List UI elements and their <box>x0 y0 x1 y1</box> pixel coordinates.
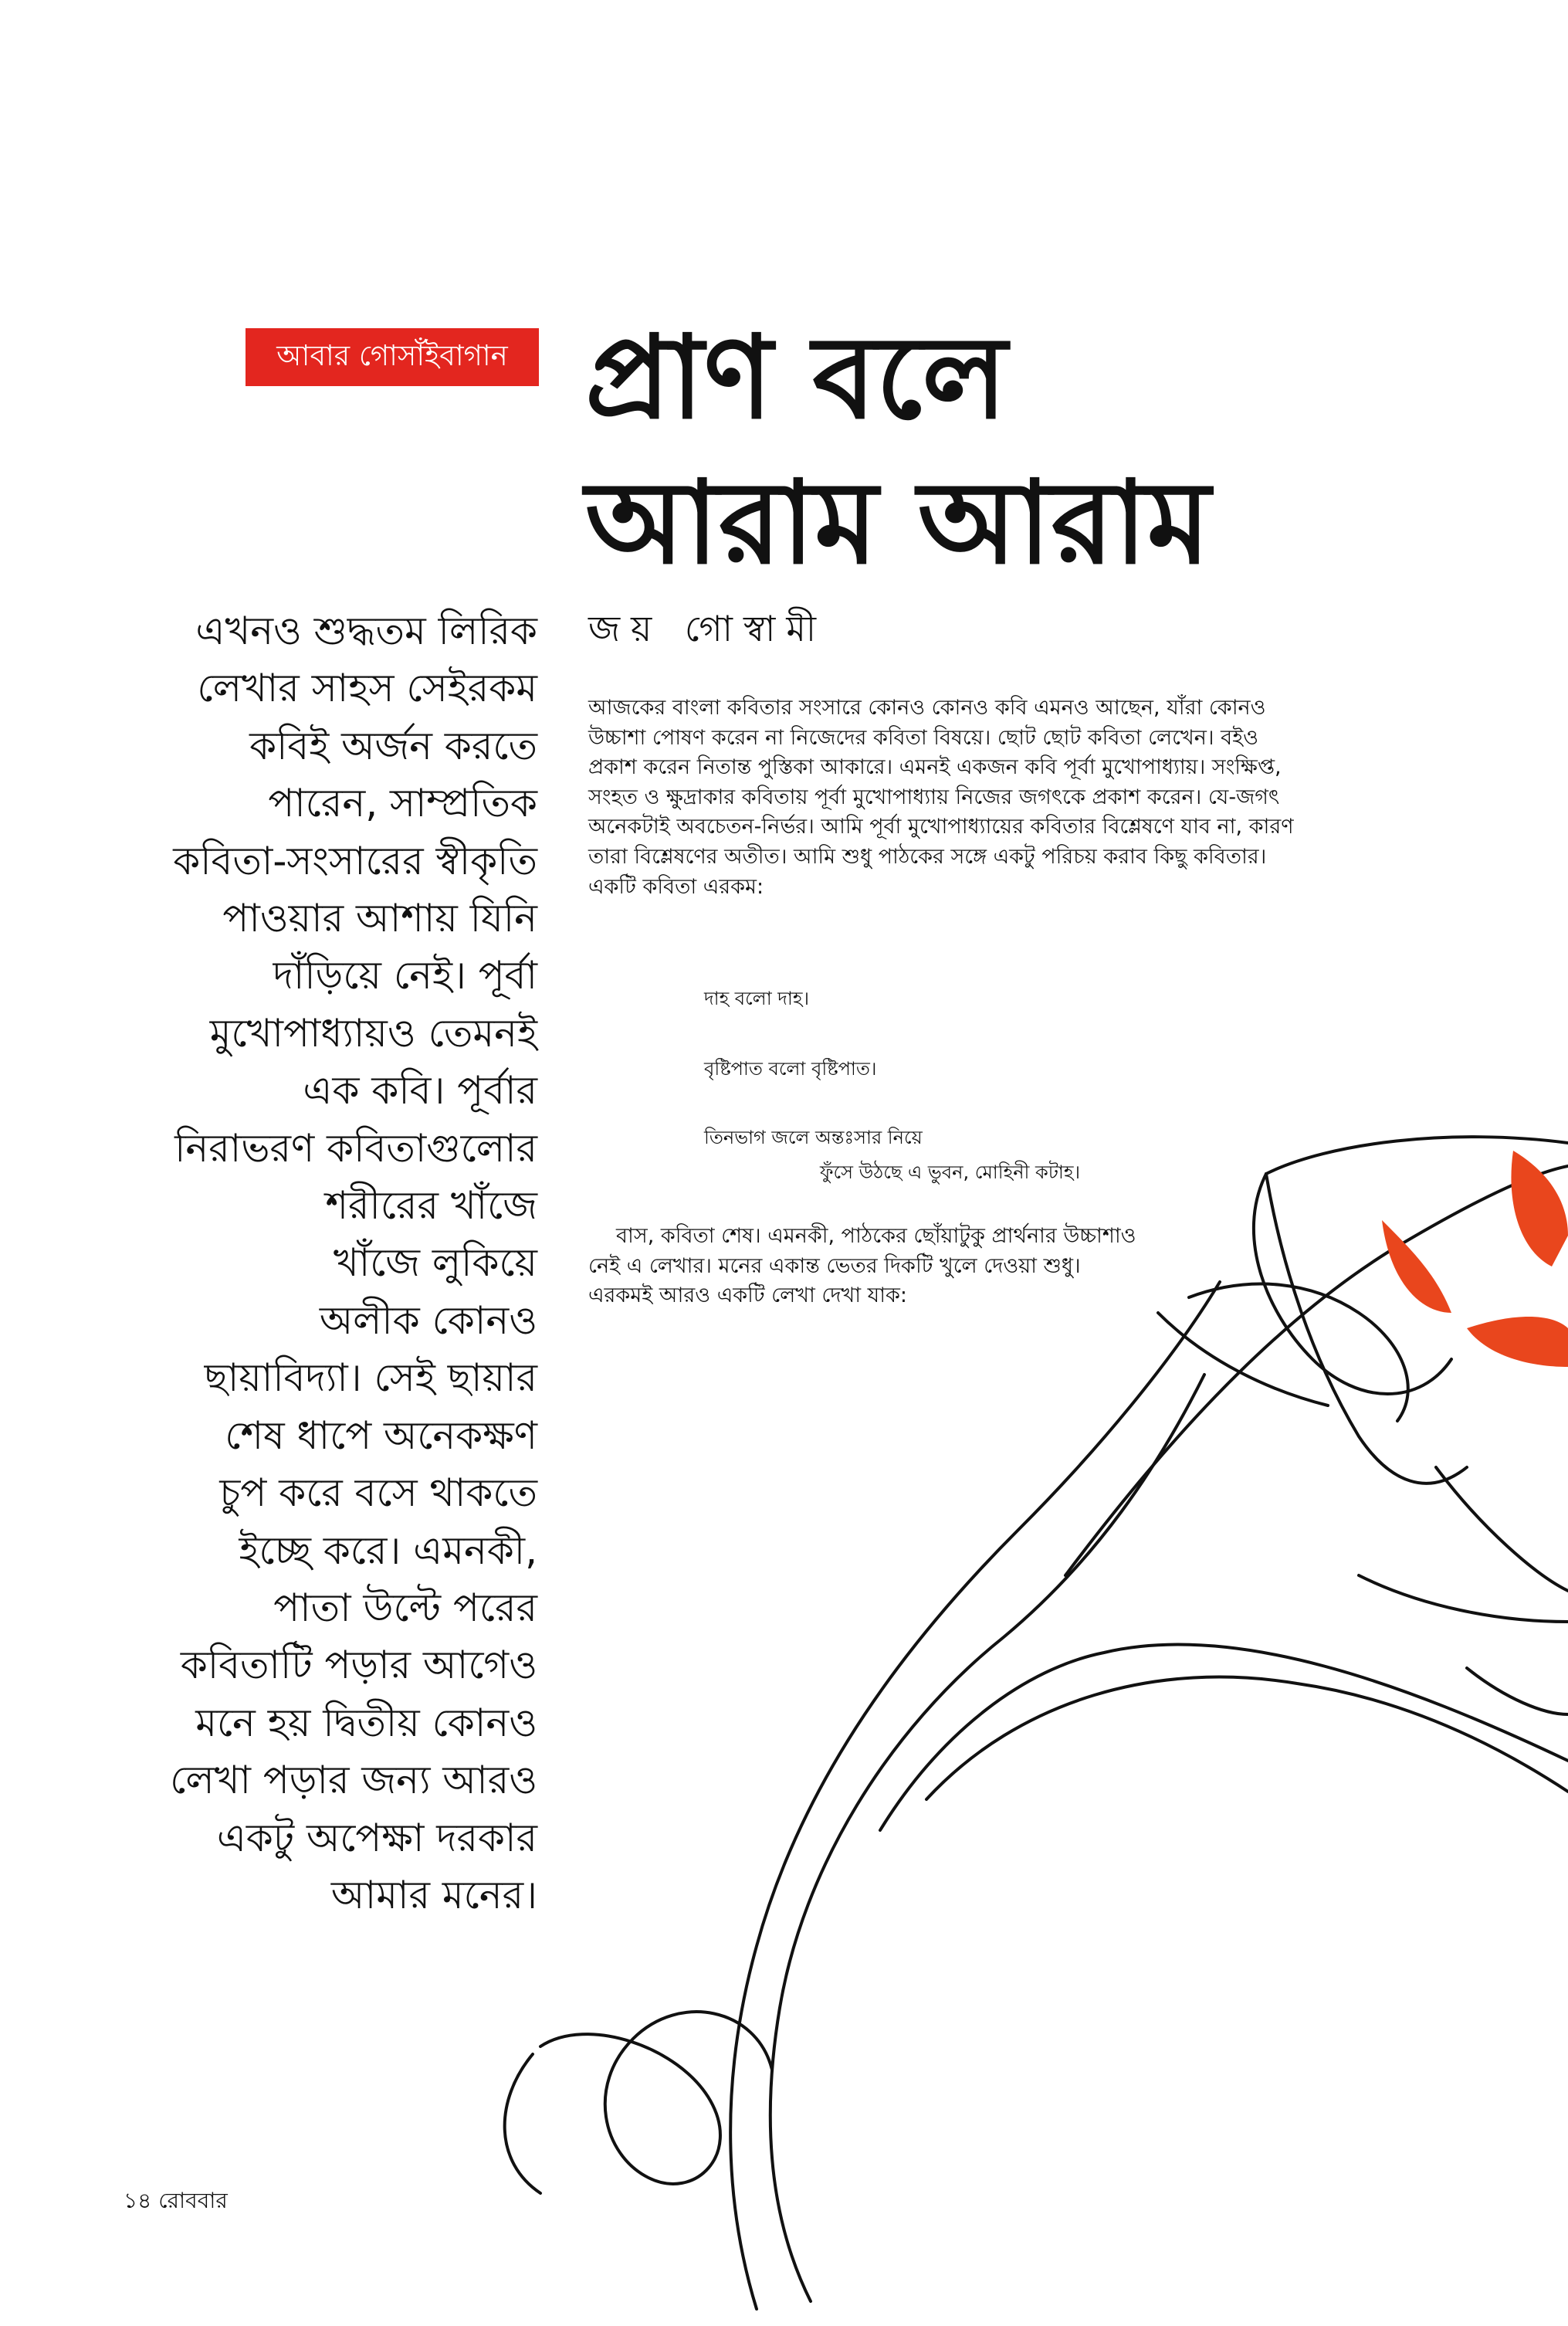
illustration-stroke <box>1359 1575 1568 1622</box>
illustration-stroke <box>770 1375 1204 2301</box>
pull-quote-line: এক কবি। পূর্বার <box>303 1068 537 1114</box>
illustration-stroke <box>1266 1174 1467 1483</box>
pull-quote <box>100 602 537 1924</box>
pull-quote-line: ইচ্ছে করে। এমনকী, <box>239 1527 537 1573</box>
pull-quote-line: পাওয়ার আশায় যিনি <box>222 896 537 941</box>
pull-quote-line: কবিই অর্জন করতে <box>249 723 537 768</box>
article-title <box>585 305 1280 595</box>
pull-quote-line: দাঁড়িয়ে নেই। পূর্বা <box>273 953 537 999</box>
pull-quote-line: মুখোপাধ্যায়ও তেমনই <box>209 1010 537 1056</box>
pull-quote-line: কবিতাটি পড়ার আগেও <box>180 1643 537 1688</box>
pull-quote-line: লেখা পড়ার জন্য আরও <box>170 1758 537 1803</box>
pull-quote-line: মনে হয় দ্বিতীয় কোনও <box>195 1700 537 1745</box>
illustration-stroke <box>1467 1668 1568 1714</box>
pull-quote-line: পারেন, সাম্প্রতিক <box>268 781 537 826</box>
pull-quote-line: নিরাভরণ কবিতাগুলোর <box>174 1125 537 1171</box>
body-line: আজকের বাংলা কবিতার সংসারে কোনও কোনও কবি এমনও আছেন, যাঁরা কোনও <box>588 696 1266 720</box>
pull-quote-line: আমার মনের। <box>330 1872 537 1917</box>
pull-quote-line: অলীক কোনও <box>319 1297 537 1343</box>
body-line: বাস, কবিতা শেষ। এমনকী, পাঠকের ছোঁয়াটুকু প্রার্থনার উচ্চাশাও <box>616 1224 1136 1248</box>
poem-line: বৃষ্টিপাত বলো বৃষ্টিপাত। <box>704 1058 877 1080</box>
body-paragraph-2 <box>588 1222 1453 1311</box>
magazine-name: রোববার <box>158 2188 228 2213</box>
author-byline: জয় গোস্বামী <box>588 608 828 649</box>
poem-line: দাহ বলো দাহ। <box>704 988 810 1009</box>
body-line: নেই এ লেখার। মনের একান্ত ভেতর দিকটি খুলে দেওয়া শুধু। <box>588 1253 1081 1278</box>
illustration-stroke <box>880 1644 1568 1830</box>
poem-line: তিনভাগ জলে অন্তঃসার নিয়ে <box>704 1127 923 1148</box>
page-number: ১৪ <box>124 2188 152 2213</box>
illustration-stroke <box>1158 1313 1328 1405</box>
body-line: সংহত ও ক্ষুদ্রাকার কবিতায় পূর্বা মুখোপাধ্যায় নিজের জগৎকে প্রকাশ করেন। যে-জগৎ <box>588 785 1280 809</box>
page-footer <box>124 2184 228 2220</box>
body-line: উচ্চাশা পোষণ করেন না নিজেদের কবিতা বিষয়ে। ছোট ছোট কবিতা লেখেন। বইও <box>588 725 1259 750</box>
body-line: এরকমই আরও একটি লেখা দেখা যাক: <box>588 1283 908 1308</box>
illustration-stroke <box>926 1677 1568 1799</box>
illustration-stroke <box>1436 1467 1568 1591</box>
pull-quote-line: একটু অপেক্ষা দরকার <box>216 1815 537 1860</box>
body-paragraph-1 <box>588 693 1453 902</box>
body-line: একটি কবিতা এরকম: <box>588 874 764 899</box>
illustration-stroke <box>730 1282 1220 2309</box>
poem-line: ফুঁসে উঠছে এ ভুবন, মোহিনী কটাহ। <box>820 1161 1081 1183</box>
pull-quote-line: কবিতা-সংসারের স্বীকৃতি <box>173 838 537 883</box>
title-line: আরাম আরাম <box>585 456 1211 589</box>
pull-quote-line: শরীরের খাঁজে <box>325 1183 537 1229</box>
pull-quote-line: লেখার সাহস সেইরকম <box>197 666 537 711</box>
body-line: তারা বিশ্লেষণের অতীত। আমি শুধু পাঠকের সঙ্গে একটু পরিচয় করাব কিছু কবিতার। <box>588 844 1267 869</box>
pull-quote-line: শেষ ধাপে অনেকক্ষণ <box>225 1412 537 1458</box>
body-line: অনেকটাই অবচেতন-নির্ভর। আমি পূর্বা মুখোপাধ্যায়ের কবিতার বিশ্লেষণে যাব না, কারণ <box>588 815 1294 839</box>
body-line: প্রকাশ করেন নিতান্ত পুস্তিকা আকারে। এমনই একজন কবি পূর্বা মুখোপাধ্যায়। সংক্ষিপ্ত, <box>588 755 1282 780</box>
pull-quote-line: খাঁজে লুকিয়ে <box>333 1240 537 1286</box>
pull-quote-line: পাতা উল্টে পরের <box>273 1585 537 1630</box>
title-line: প্রাণ বলে <box>585 311 1008 444</box>
pull-quote-line: এখনও শুদ্ধতম লিরিক <box>195 609 537 653</box>
illustration-stroke <box>505 2054 540 2193</box>
pull-quote-line: চুপ করে বসে থাকতে <box>219 1470 537 1516</box>
pull-quote-line: ছায়াবিদ্যা। সেই ছায়ার <box>204 1355 537 1401</box>
series-tag: আবার গোসাঁইবাগান <box>246 328 539 386</box>
